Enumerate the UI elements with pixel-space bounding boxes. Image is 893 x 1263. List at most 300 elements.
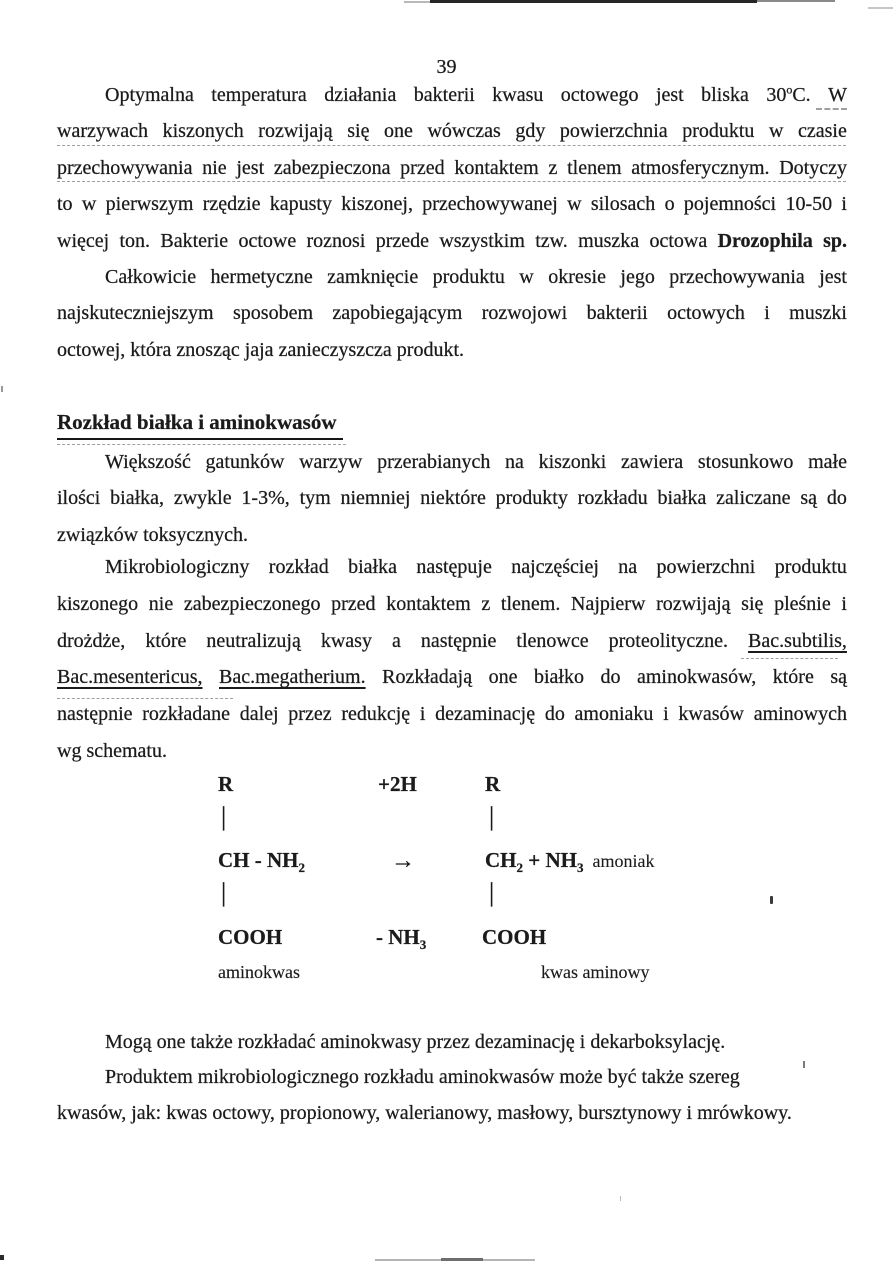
schema-note-amoniak: amoniak <box>592 851 655 871</box>
word <box>665 186 675 222</box>
word <box>657 480 706 516</box>
schema-left-r: R <box>218 772 234 796</box>
text-run: rozkładane <box>142 703 230 726</box>
text-run: one <box>384 120 413 143</box>
word <box>105 549 249 586</box>
text-run: atmosferycznym. <box>631 156 770 179</box>
text-run: w <box>567 193 582 216</box>
underline-echo <box>57 698 233 699</box>
word <box>300 480 331 516</box>
schema-label-aminokwas: aminokwas <box>218 962 300 982</box>
text-run: pleśnie <box>774 592 831 615</box>
word <box>827 480 847 516</box>
text-run: stosunkowo <box>697 451 794 473</box>
text-run: redukcję <box>341 703 411 726</box>
text-run: kiszonki <box>538 451 607 473</box>
text-run: pojemności <box>683 193 777 216</box>
word <box>535 223 568 259</box>
word <box>433 259 505 295</box>
text-run: przechowywania <box>669 266 805 288</box>
word <box>754 696 847 733</box>
word <box>698 444 794 480</box>
word <box>800 480 817 516</box>
top-rule-corner-mark <box>868 7 893 9</box>
word <box>591 186 655 222</box>
text-run: kiszonego <box>57 592 139 615</box>
word <box>621 444 683 480</box>
word <box>578 480 648 516</box>
word <box>331 586 375 623</box>
text-run: octowych <box>667 302 745 325</box>
word <box>110 480 164 516</box>
page-number: 39 <box>436 56 457 78</box>
text-run: działania <box>324 84 397 106</box>
word <box>57 223 109 259</box>
text-line <box>57 186 847 222</box>
text-run: to <box>57 193 73 216</box>
word <box>422 186 558 222</box>
text-run: zwykle <box>173 487 232 510</box>
text-run: octowej, która znosząc jaja zanieczyszcza produkt. <box>57 338 465 361</box>
text-run: aminokwasów, <box>636 666 757 689</box>
word <box>288 696 331 733</box>
formula-subscript: 3 <box>576 860 584 876</box>
word <box>105 444 191 480</box>
text-line <box>57 444 847 480</box>
text-line <box>57 1059 847 1095</box>
underline-artifact <box>57 145 846 146</box>
word <box>823 223 847 259</box>
text-run: w <box>769 120 784 143</box>
word <box>667 295 745 331</box>
word <box>57 586 138 623</box>
text-run: jest <box>819 266 847 288</box>
text-run: neutralizują <box>206 629 301 652</box>
word <box>785 186 832 222</box>
word <box>545 696 565 733</box>
text-run: gatunków <box>205 451 285 473</box>
text-run: białka <box>348 556 397 578</box>
text-run: niemniej <box>340 487 411 510</box>
text-run: produktu <box>432 266 505 288</box>
word <box>341 186 413 222</box>
word <box>57 623 125 660</box>
text-run: 1-3%, <box>241 487 290 510</box>
bottom-rule-dark-segment <box>441 1258 483 1261</box>
text-run: zabezpieczona <box>273 156 391 179</box>
word <box>149 586 173 623</box>
text-run: zamknięcie <box>327 266 419 288</box>
text-run: kapusty <box>269 193 332 216</box>
text-run: warzyw <box>299 451 363 473</box>
underline-artifact <box>816 108 847 110</box>
word <box>678 696 744 733</box>
text-line <box>57 586 847 623</box>
word <box>548 259 606 295</box>
text-run: Dotyczy <box>779 156 847 179</box>
formula-text: + NH <box>523 848 577 872</box>
formula-subscript: 2 <box>516 860 524 876</box>
para-acid-products <box>57 1059 847 1132</box>
text-run: jego <box>620 266 655 288</box>
text-run: o <box>786 82 793 97</box>
word <box>57 480 100 516</box>
text-run: wszystkim <box>439 229 525 252</box>
text-run: nie <box>148 592 174 615</box>
text-run: produkty <box>495 487 568 510</box>
word <box>511 549 599 586</box>
word <box>656 586 730 623</box>
text-run: przed <box>331 592 376 615</box>
text-run: na <box>618 556 638 578</box>
word <box>496 480 568 516</box>
text-line <box>57 1095 847 1131</box>
text-run: rozwijają <box>258 120 333 143</box>
text-run: jest <box>236 156 265 179</box>
word <box>348 549 397 586</box>
text-run: muszka <box>578 229 640 252</box>
word <box>571 586 645 623</box>
word <box>270 186 332 222</box>
word <box>299 444 362 480</box>
text-run: kwasów <box>678 703 744 726</box>
text-run: Większość <box>105 451 191 473</box>
text-run: rozwijają <box>656 592 731 615</box>
text-run: a <box>391 629 401 652</box>
word <box>416 549 492 586</box>
text-run: kiszonych <box>162 120 244 143</box>
text-run: Produktem mikrobiologicznego rozkładu aminokwasów może być także szereg <box>105 1066 740 1088</box>
text-run: kiszonej, <box>341 193 413 216</box>
text-run: silosach <box>590 193 656 216</box>
word <box>748 623 847 660</box>
para-deamination-note <box>57 1024 847 1060</box>
text-run: Mikrobiologiczny <box>105 556 250 578</box>
word <box>481 586 490 623</box>
word <box>341 696 410 733</box>
word <box>392 623 401 660</box>
schema-label-kwas-aminowy: kwas aminowy <box>541 962 650 982</box>
text-run: w <box>81 193 97 216</box>
word <box>142 696 230 733</box>
text-run: białka, <box>110 487 165 510</box>
text-line <box>57 623 847 660</box>
text-run: roznosi <box>306 229 366 252</box>
word <box>327 259 418 295</box>
text-run: małe <box>808 451 847 473</box>
text-run: tlenem <box>567 156 622 179</box>
formula-subscript: 3 <box>419 937 427 953</box>
text-run: związków toksycznych. <box>57 523 249 546</box>
text-run: i <box>764 302 770 325</box>
word <box>701 77 749 113</box>
text-run: Całkowicie <box>105 266 197 288</box>
text-run: o <box>664 193 675 216</box>
word <box>516 623 588 660</box>
text-run: są <box>830 666 847 689</box>
text-run: bakterii <box>586 302 648 325</box>
word <box>534 659 584 696</box>
word <box>501 586 560 623</box>
text-line <box>57 1024 847 1060</box>
text-run: drożdże, <box>57 629 126 652</box>
text-run: z <box>548 156 558 179</box>
text-run: ilości <box>57 487 101 510</box>
word <box>377 444 490 480</box>
text-run: bakterii <box>413 84 475 106</box>
text-run: kwasów, jak: kwas octowy, propionowy, walerianowy, masłowy, bursztynowy i mrówkowy. <box>57 1102 792 1125</box>
text-run: zaliczane <box>716 487 791 510</box>
text-run: Bac.mesentericus, <box>57 666 203 689</box>
text-run: w <box>519 266 534 288</box>
text-run: temperatura <box>211 84 307 106</box>
word <box>307 223 366 259</box>
text-run: kontaktem <box>386 592 471 615</box>
word <box>241 480 289 516</box>
text-run: hermetyczne <box>210 266 313 288</box>
word <box>332 295 462 331</box>
word <box>145 623 186 660</box>
word <box>775 549 847 586</box>
text-run: W <box>828 84 847 106</box>
text-run: Bac.subtilis, <box>748 629 847 652</box>
word <box>439 223 525 259</box>
text-run: muszki <box>789 302 847 325</box>
text-run: Najpierw <box>571 592 646 615</box>
text-run: tzw. <box>535 229 568 252</box>
word <box>421 623 497 660</box>
text-run: zawiera <box>621 451 684 473</box>
para-acetic-bacteria-temp <box>57 77 847 259</box>
text-run: przed <box>400 156 445 179</box>
text-run: bliska <box>701 84 749 106</box>
word <box>435 696 535 733</box>
text-run: zapobiegającym <box>332 302 463 325</box>
ink-speck <box>0 1255 4 1260</box>
word <box>341 480 411 516</box>
word <box>657 549 756 586</box>
word <box>489 659 518 696</box>
text-run: octowa <box>649 229 708 252</box>
text-run: Bac.megatherium. <box>219 666 366 689</box>
text-line <box>57 733 847 770</box>
word <box>376 223 429 259</box>
text-run: okresie <box>548 266 606 288</box>
heading-underline-echo <box>57 444 346 445</box>
word <box>105 259 196 295</box>
text-run: warzywach <box>57 120 149 143</box>
underline-echo <box>741 658 838 659</box>
word <box>57 696 133 733</box>
word <box>120 223 151 259</box>
text-run: następnie <box>57 703 133 726</box>
text-run: rzędzie <box>202 193 261 216</box>
word <box>324 77 396 113</box>
word <box>620 259 654 295</box>
schema-bond-line: | <box>221 802 227 831</box>
text-run: nie <box>202 156 227 179</box>
text-run: niektóre <box>420 487 486 510</box>
text-run: dezaminację <box>435 703 536 726</box>
text-line <box>57 295 847 331</box>
text-run: najskuteczniejszym <box>57 302 214 325</box>
text-line <box>57 259 847 295</box>
word <box>830 659 847 696</box>
text-run: tym <box>299 487 331 510</box>
text-run: 30 <box>766 84 787 106</box>
text-run: przerabianych <box>377 451 491 473</box>
text-line <box>57 77 847 113</box>
text-run: i <box>841 193 847 216</box>
formula-text: - NH <box>376 925 420 949</box>
word <box>57 659 203 696</box>
formula-subscript: 2 <box>298 860 306 876</box>
text-run: Mogą one także rozkładać aminokwasy przez dezaminację i dekarboksylację. <box>105 1031 726 1053</box>
text-run: rozwojowi <box>481 302 568 325</box>
text-line <box>57 332 847 368</box>
word <box>561 77 639 113</box>
word <box>160 223 228 259</box>
text-run: sp. <box>823 229 847 252</box>
para-hermetic-sealing <box>57 259 847 368</box>
word <box>420 480 486 516</box>
word <box>716 480 790 516</box>
text-run: proteolityczne. <box>608 629 729 652</box>
top-rule <box>430 0 757 3</box>
text-run: amoniaku <box>574 703 654 726</box>
word <box>766 77 810 113</box>
text-line <box>57 223 847 259</box>
text-run: pierwszym <box>105 193 194 216</box>
text-run: octowe <box>238 229 297 252</box>
text-run: które <box>145 629 187 652</box>
word <box>105 77 194 113</box>
text-run: wówczas <box>427 120 501 143</box>
word <box>575 696 654 733</box>
word <box>650 223 708 259</box>
text-line <box>57 517 847 553</box>
text-run: kwasu <box>492 84 544 106</box>
ink-speck <box>803 1061 805 1068</box>
text-run: rozkład <box>268 556 329 578</box>
text-run: rozkładu <box>577 487 648 510</box>
top-rule-tail <box>757 0 835 2</box>
word <box>420 696 426 733</box>
word <box>174 480 232 516</box>
word <box>819 259 847 295</box>
word <box>741 586 763 623</box>
text-run: przechowywanej <box>422 193 558 216</box>
text-line <box>57 659 847 696</box>
text-run: wg schematu. <box>57 739 167 762</box>
word <box>663 696 669 733</box>
word <box>567 186 581 222</box>
word <box>841 586 847 623</box>
word <box>618 549 637 586</box>
text-run: białko <box>533 666 584 689</box>
schema-plus-2h: +2H <box>378 772 417 796</box>
text-run: produktu <box>774 556 847 578</box>
schema-reaction-arrow: → <box>391 848 415 874</box>
text-line <box>57 696 847 733</box>
text-run: dalej <box>239 703 279 726</box>
text-run: które <box>772 666 814 689</box>
word <box>203 186 261 222</box>
text-run: gdy <box>515 120 546 143</box>
text-run: ton. <box>119 229 151 252</box>
word <box>578 223 639 259</box>
text-run: produktu <box>682 120 755 143</box>
text-run: czasie <box>798 120 847 143</box>
text-run: na <box>505 451 524 473</box>
word <box>184 586 321 623</box>
text-line <box>57 480 847 516</box>
text-run: 10-50 <box>785 193 833 216</box>
section-heading: Rozkład białka i aminokwasów <box>57 410 343 440</box>
para-microbial-breakdown <box>57 549 847 770</box>
formula-text: CH - NH <box>218 848 299 872</box>
text-run: kwasy <box>320 629 372 652</box>
ink-speck <box>620 1196 621 1201</box>
text-run: powierzchni <box>656 556 756 578</box>
schema-bond-line: | <box>489 878 495 907</box>
text-run: z <box>481 592 491 615</box>
schema-cooh-right: COOH <box>482 925 547 949</box>
text-run: Drozophila <box>717 229 813 252</box>
word <box>669 259 805 295</box>
word <box>211 259 313 295</box>
word <box>808 444 847 480</box>
word <box>233 295 313 331</box>
word <box>505 444 524 480</box>
schema-right-r: R <box>485 772 501 796</box>
top-rule-lead <box>404 1 430 3</box>
word <box>600 659 620 696</box>
word <box>539 444 607 480</box>
word <box>841 186 847 222</box>
text-run: więcej <box>57 229 110 252</box>
underline-artifact <box>57 181 846 182</box>
word <box>609 623 728 660</box>
word <box>773 659 814 696</box>
text-run: kontaktem <box>454 156 539 179</box>
text-run: octowego <box>560 84 639 106</box>
text-line <box>57 549 847 586</box>
text-run: najczęściej <box>511 556 599 578</box>
word <box>206 444 285 480</box>
schema-ch-nh2 <box>218 848 306 876</box>
text-run: do <box>544 703 565 726</box>
word <box>106 186 194 222</box>
word <box>82 186 96 222</box>
text-run: Bakterie <box>160 229 229 252</box>
word <box>57 295 214 331</box>
para-protein-content <box>57 444 847 553</box>
schema-bond-line: | <box>489 802 495 831</box>
word <box>211 77 307 113</box>
text-run: są <box>800 487 818 510</box>
text-run: tlenowce <box>516 629 589 652</box>
word <box>764 295 770 331</box>
word <box>321 623 372 660</box>
text-run: one <box>488 666 518 689</box>
text-run: C. <box>792 84 811 106</box>
word <box>386 586 470 623</box>
word <box>219 659 366 696</box>
word <box>789 295 847 331</box>
ink-speck <box>770 896 773 904</box>
text-run: przechowywania <box>57 156 193 179</box>
